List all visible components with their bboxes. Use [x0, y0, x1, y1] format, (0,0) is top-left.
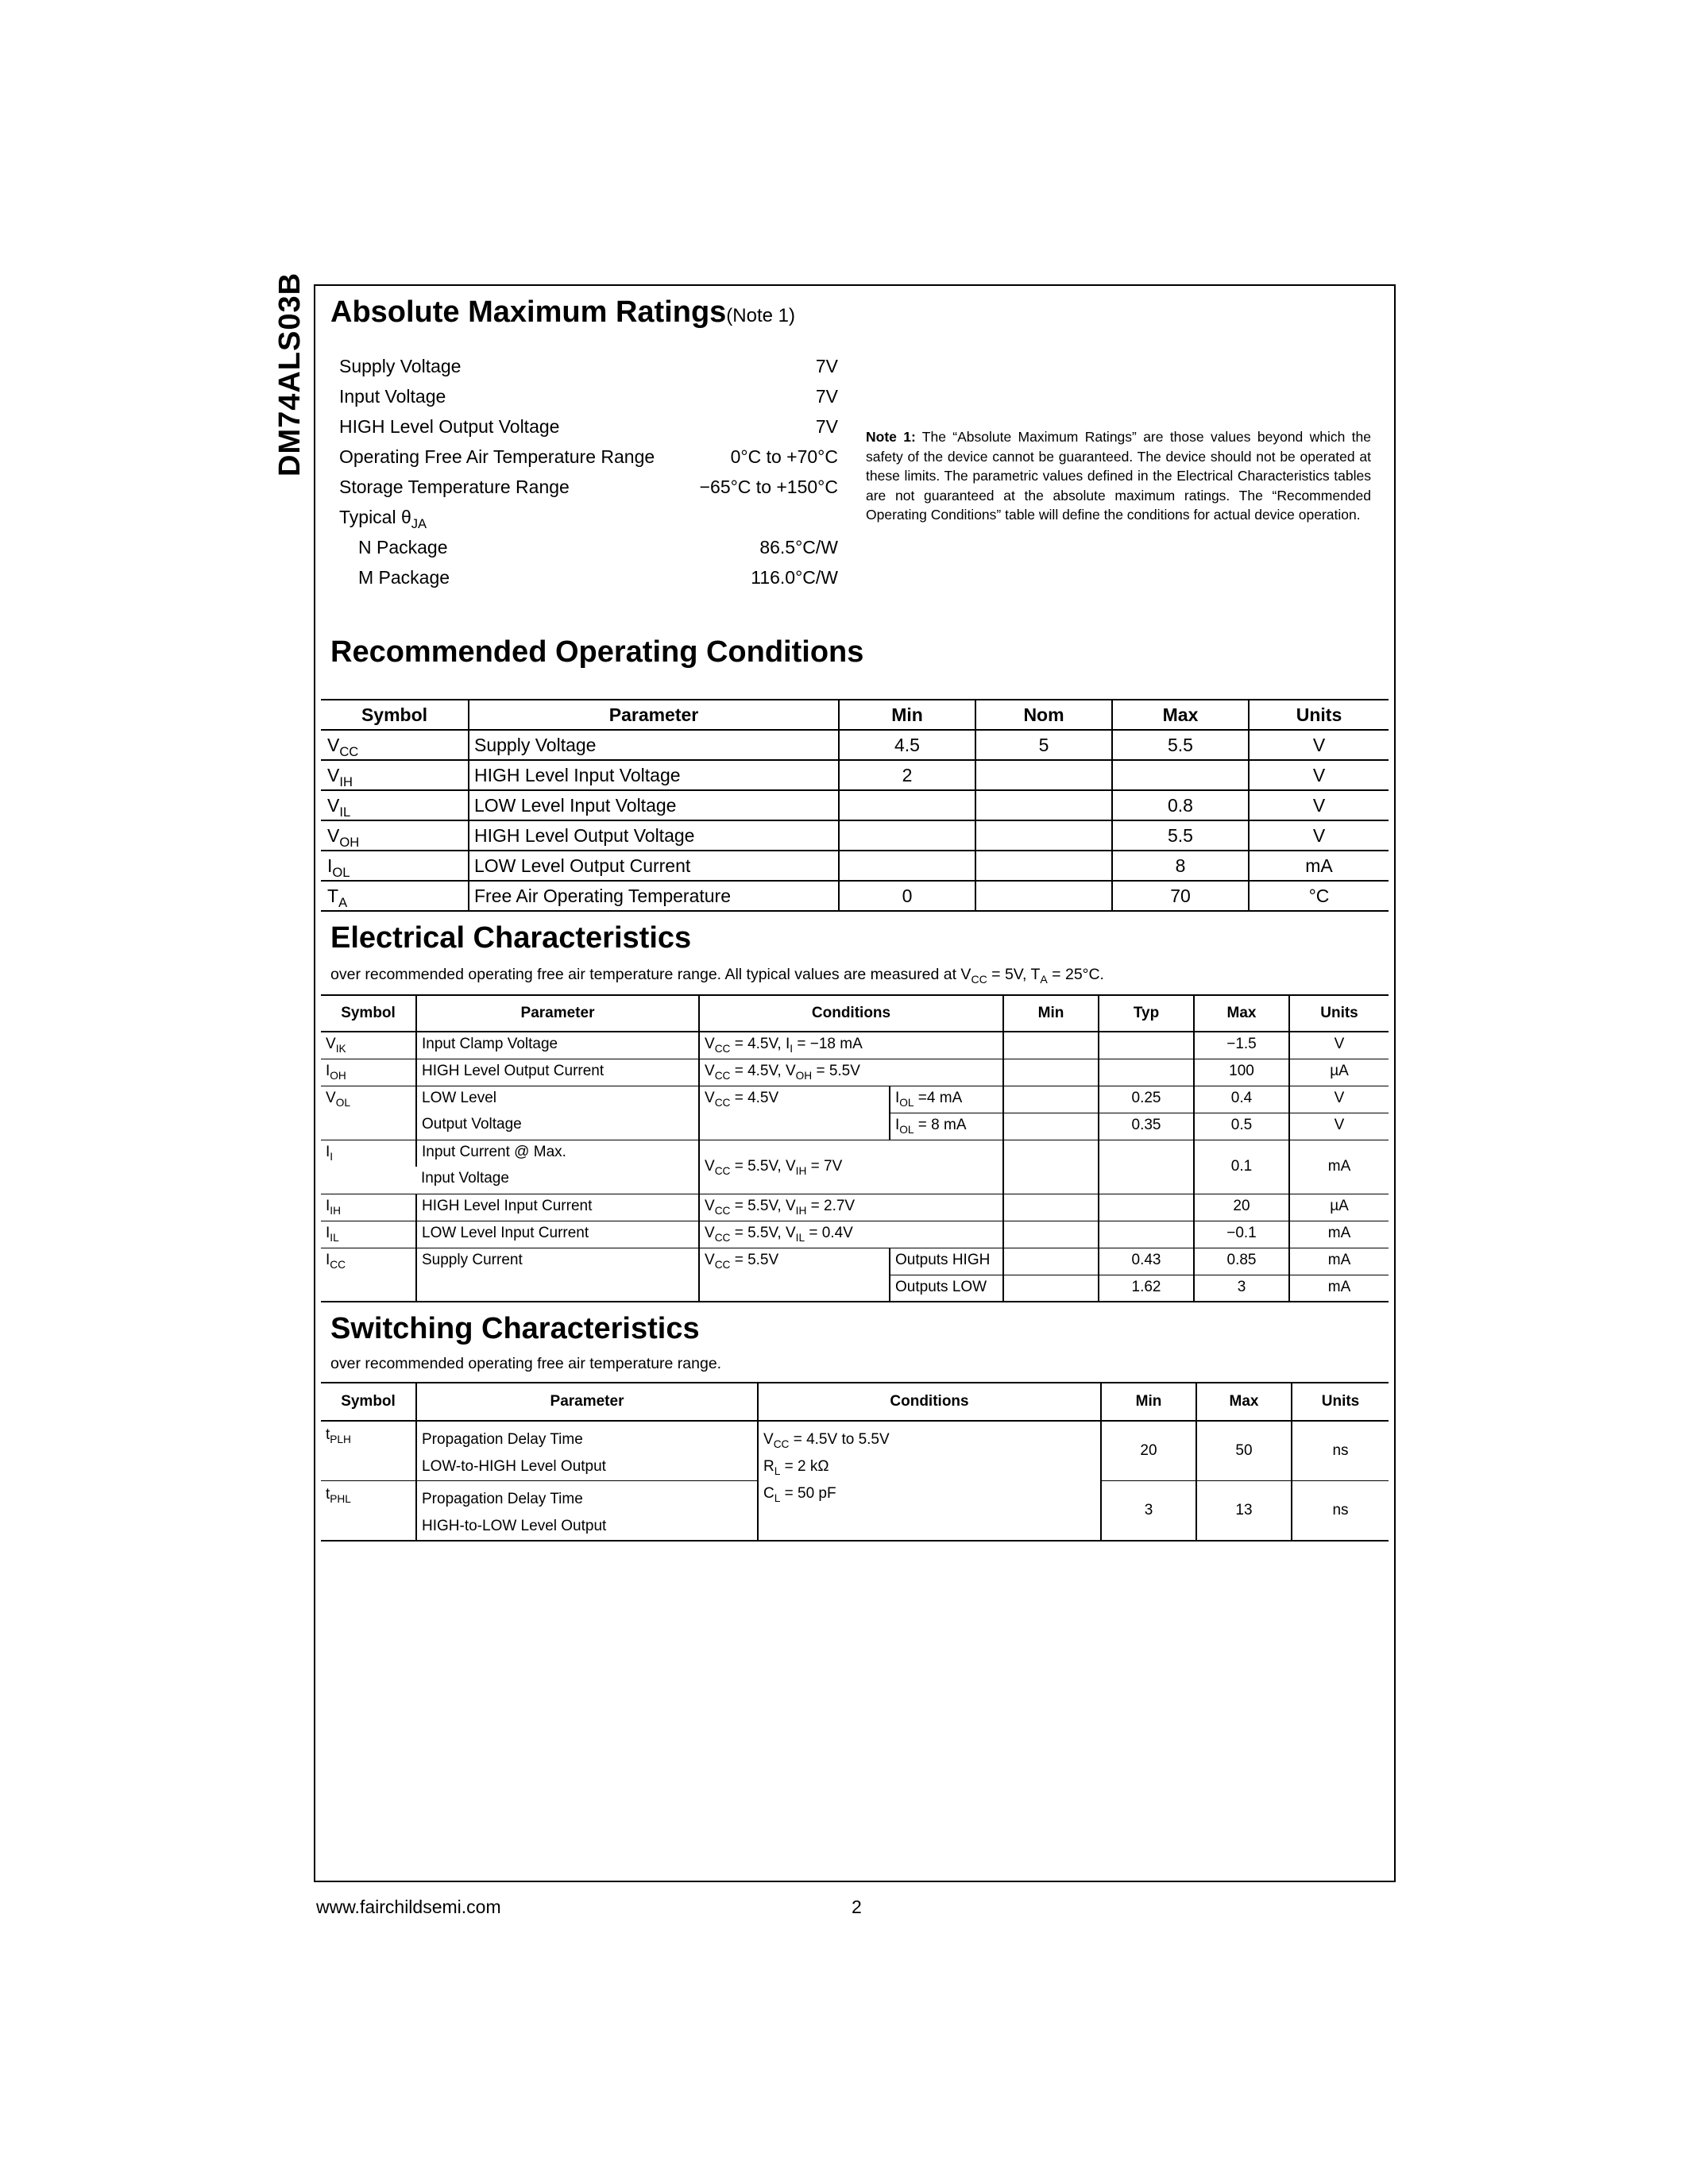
ec-table [321, 994, 1389, 1302]
parameter-line: LOW-to-HIGH Level Output [422, 1458, 606, 1475]
parameter-cell: LOW Level Output Current [469, 851, 839, 881]
symbol-text: I [327, 855, 333, 876]
max-cell: −1.5 [1194, 1032, 1289, 1059]
table-header-row [321, 700, 1389, 730]
symbol-text: I [326, 1251, 330, 1268]
max-cell: 0.1 [1194, 1140, 1289, 1194]
rating-label: Storage Temperature Range [339, 477, 570, 497]
column-header: Units [1289, 995, 1389, 1032]
table-row [321, 1248, 1389, 1275]
column-header: Max [1196, 1383, 1292, 1421]
nom-cell [975, 790, 1112, 820]
min-cell [839, 851, 975, 881]
units-cell: mA [1289, 1221, 1389, 1248]
table-row [321, 1275, 1389, 1302]
max-cell: 5.5 [1112, 730, 1249, 760]
cond-sub: IL [795, 1231, 805, 1244]
subcondition-cell [890, 1113, 1003, 1140]
ec-subtitle-sub: A [1040, 972, 1048, 986]
ec-subtitle-text: over recommended operating free air temperature range. All typical values are measured at V [330, 966, 971, 983]
rating-label: N Package [358, 537, 448, 558]
max-cell: 5.5 [1112, 820, 1249, 851]
rating-row [339, 381, 838, 411]
parameter-cell: HIGH Level Output Voltage [469, 820, 839, 851]
symbol-sub: IH [339, 774, 353, 789]
symbol-text: I [326, 1062, 330, 1079]
column-header: Symbol [321, 995, 416, 1032]
column-header: Max [1112, 700, 1249, 730]
cond-text: V [705, 1062, 715, 1079]
symbol-text: I [326, 1143, 330, 1160]
rating-value: 86.5°C/W [759, 537, 838, 558]
units-cell: °C [1249, 881, 1389, 911]
ec-subtitle-text: = 5V, T [987, 966, 1041, 983]
cond-sub: CC [714, 1204, 731, 1217]
conditions-cell [699, 1032, 1003, 1059]
parameter-cell [416, 1275, 699, 1302]
condition-line [763, 1426, 1100, 1453]
parameter-cell: Output Voltage [416, 1113, 699, 1140]
cond-text: = 5.5V [730, 1251, 779, 1268]
min-cell [1003, 1059, 1099, 1086]
parameter-cell: LOW Level [416, 1086, 699, 1113]
cond-sub: CC [773, 1437, 790, 1450]
cond-sub: L [774, 1491, 781, 1504]
units-cell: mA [1289, 1248, 1389, 1275]
typ-cell [1099, 1194, 1194, 1221]
ec-heading: Electrical Characteristics [330, 921, 692, 955]
units-cell: V [1289, 1086, 1389, 1113]
rating-label: M Package [358, 567, 450, 588]
max-cell: 3 [1194, 1275, 1289, 1302]
typ-cell: 0.35 [1099, 1113, 1194, 1140]
table-row [321, 1032, 1389, 1059]
sc-table [321, 1382, 1389, 1542]
cond-text: = 0.4V [805, 1224, 853, 1241]
part-number-side-title: DM74ALS03B [273, 272, 307, 477]
min-cell [839, 820, 975, 851]
table-row [321, 820, 1389, 851]
min-cell: 2 [839, 760, 975, 790]
column-header: Units [1292, 1383, 1389, 1421]
nom-cell: 5 [975, 730, 1112, 760]
min-cell [1003, 1194, 1099, 1221]
rating-value: 7V [815, 416, 838, 437]
rating-label-sub: JA [411, 515, 427, 531]
symbol-cell [321, 760, 469, 790]
cond-text: V [705, 1036, 715, 1052]
ec-subtitle-text: = 25°C. [1047, 966, 1104, 983]
symbol-text: I [326, 1197, 330, 1214]
min-cell [1003, 1086, 1099, 1113]
units-cell: ns [1292, 1481, 1389, 1542]
table-row [321, 1140, 1389, 1167]
cond-text: R [763, 1458, 774, 1475]
max-cell: 70 [1112, 881, 1249, 911]
min-cell: 20 [1101, 1421, 1196, 1481]
min-cell [1003, 1032, 1099, 1059]
note-label: Note 1: [866, 429, 916, 445]
typ-cell: 0.43 [1099, 1248, 1194, 1275]
max-cell: 8 [1112, 851, 1249, 881]
max-cell: 13 [1196, 1481, 1292, 1542]
min-cell [1003, 1275, 1099, 1302]
column-header: Min [1003, 995, 1099, 1032]
rating-label: Supply Voltage [339, 356, 462, 376]
min-cell [1003, 1113, 1099, 1140]
conditions-cell [699, 1275, 890, 1302]
table-row [321, 881, 1389, 911]
table-row [321, 1086, 1389, 1113]
conditions-cell [699, 1140, 1003, 1194]
units-cell: V [1249, 820, 1389, 851]
cond-sub: CC [714, 1164, 731, 1177]
parameter-cell [416, 1481, 758, 1542]
table-row [321, 1221, 1389, 1248]
max-cell: 0.5 [1194, 1113, 1289, 1140]
typ-cell: 0.25 [1099, 1086, 1194, 1113]
abs-max-note [866, 427, 1371, 525]
table-row [321, 1421, 1389, 1481]
cond-text: = 50 pF [780, 1485, 836, 1502]
units-cell: ns [1292, 1421, 1389, 1481]
symbol-cell [321, 730, 469, 760]
footer-url[interactable]: www.fairchildsemi.com [316, 1897, 501, 1917]
typ-cell [1099, 1140, 1194, 1194]
parameter-cell: HIGH Level Output Current [416, 1059, 699, 1086]
units-cell: µA [1289, 1194, 1389, 1221]
symbol-cell [321, 881, 469, 911]
parameter-cell: Free Air Operating Temperature [469, 881, 839, 911]
parameter-line: Propagation Delay Time [422, 1491, 583, 1507]
symbol-sub: CC [330, 1258, 346, 1271]
min-cell [839, 790, 975, 820]
cond-text: = 4.5V, V [730, 1062, 796, 1079]
table-row [321, 790, 1389, 820]
symbol-text: V [327, 734, 340, 755]
nom-cell [975, 851, 1112, 881]
symbol-text: T [327, 885, 339, 906]
sc-heading: Switching Characteristics [330, 1312, 700, 1345]
rating-value: 116.0°C/W [751, 567, 838, 588]
parameter-line: HIGH-to-LOW Level Output [422, 1518, 607, 1534]
column-header: Symbol [321, 700, 469, 730]
cond-sub: CC [714, 1069, 731, 1082]
table-header-row [321, 995, 1389, 1032]
cond-text: = 4.5V, I [730, 1036, 790, 1052]
conditions-cell [699, 1113, 890, 1140]
table-row [321, 730, 1389, 760]
conditions-cell [699, 1086, 890, 1113]
symbol-cell [321, 1140, 416, 1194]
parameter-cell: Supply Voltage [469, 730, 839, 760]
symbol-cell [321, 1481, 416, 1542]
parameter-cell: HIGH Level Input Voltage [469, 760, 839, 790]
column-header: Parameter [416, 995, 699, 1032]
parameter-cell: Input Current @ Max. [416, 1140, 699, 1167]
cond-text: V [705, 1158, 715, 1175]
cond-text: = 2 kΩ [780, 1458, 829, 1475]
rating-row [339, 442, 838, 472]
conditions-cell [699, 1248, 890, 1275]
symbol-text: V [327, 764, 340, 785]
symbol-sub: IL [339, 804, 351, 820]
column-header: Parameter [416, 1383, 758, 1421]
cond-text: V [705, 1251, 715, 1268]
rating-label-text: Typical θ [339, 507, 411, 527]
symbol-cell [321, 1221, 416, 1248]
symbol-sub: IL [330, 1231, 339, 1244]
cond-text: = 5.5V, V [730, 1197, 796, 1214]
cond-text: = −18 mA [793, 1036, 863, 1052]
cond-text: V [705, 1197, 715, 1214]
symbol-cell [321, 1421, 416, 1481]
symbol-cell [321, 1086, 416, 1113]
parameter-cell: HIGH Level Input Current [416, 1194, 699, 1221]
cond-text: I [895, 1089, 900, 1106]
typ-cell: 1.62 [1099, 1275, 1194, 1302]
units-cell: V [1289, 1032, 1389, 1059]
symbol-sub: OL [332, 864, 350, 880]
symbol-cell [321, 1032, 416, 1059]
max-cell: 100 [1194, 1059, 1289, 1086]
column-header: Units [1249, 700, 1389, 730]
ec-subtitle [330, 966, 1104, 984]
symbol-sub: PLH [330, 1433, 351, 1445]
rating-value: −65°C to +150°C [699, 477, 838, 497]
symbol-cell [321, 790, 469, 820]
column-header: Typ [1099, 995, 1194, 1032]
units-cell: V [1249, 760, 1389, 790]
symbol-text: t [326, 1426, 330, 1443]
symbol-cell [321, 1248, 416, 1275]
conditions-cell [758, 1421, 1101, 1541]
symbol-sub: IK [335, 1042, 346, 1055]
parameter-line: Propagation Delay Time [422, 1431, 583, 1448]
rating-row [339, 532, 838, 562]
units-cell: V [1249, 730, 1389, 760]
cond-text: = 2.7V [806, 1197, 856, 1214]
max-cell: 0.85 [1194, 1248, 1289, 1275]
units-cell: V [1249, 790, 1389, 820]
max-cell: −0.1 [1194, 1221, 1289, 1248]
cond-text: = 4.5V to 5.5V [789, 1431, 890, 1448]
parameter-cell: LOW Level Input Voltage [469, 790, 839, 820]
roc-table [321, 699, 1389, 912]
parameter-cell [416, 1421, 758, 1481]
condition-line [763, 1480, 1100, 1507]
rating-row [339, 472, 838, 502]
cond-sub: OH [795, 1069, 813, 1082]
min-cell [1003, 1248, 1099, 1275]
units-cell: mA [1289, 1275, 1389, 1302]
subcondition-cell: Outputs LOW [890, 1275, 1003, 1302]
rating-value: 7V [815, 386, 838, 407]
abs-max-heading [330, 295, 795, 330]
column-header: Conditions [758, 1383, 1101, 1421]
cond-text: C [763, 1485, 774, 1502]
cond-text: =4 mA [914, 1089, 963, 1106]
column-header: Conditions [699, 995, 1003, 1032]
max-cell: 50 [1196, 1421, 1292, 1481]
roc-heading: Recommended Operating Conditions [330, 635, 864, 669]
cond-text: = 5.5V, V [730, 1158, 796, 1175]
cond-text: = 8 mA [914, 1116, 967, 1133]
rating-value: 7V [815, 356, 838, 376]
subcondition-cell [890, 1086, 1003, 1113]
units-cell: µA [1289, 1059, 1389, 1086]
table-row [321, 851, 1389, 881]
cond-text: = 4.5V [730, 1089, 779, 1106]
parameter-cell: Supply Current [416, 1248, 699, 1275]
ec-subtitle-sub: CC [971, 972, 987, 986]
rating-value: 0°C to +70°C [730, 446, 838, 467]
cond-text: V [763, 1431, 774, 1448]
symbol-cell [321, 1059, 416, 1086]
conditions-cell [699, 1059, 1003, 1086]
typ-cell [1099, 1221, 1194, 1248]
cond-text: I [895, 1116, 900, 1133]
symbol-sub: OH [330, 1069, 346, 1082]
cond-sub: IH [795, 1164, 807, 1177]
conditions-cell [699, 1221, 1003, 1248]
table-row [321, 1113, 1389, 1140]
min-cell [1003, 1140, 1099, 1194]
symbol-cell [321, 851, 469, 881]
cond-text: = 7V [806, 1158, 843, 1175]
symbol-sub: PHL [330, 1492, 351, 1505]
typ-cell [1099, 1059, 1194, 1086]
subcondition-cell: Outputs HIGH [890, 1248, 1003, 1275]
cond-text: V [705, 1089, 715, 1106]
sc-subtitle: over recommended operating free air temperature range. [330, 1355, 722, 1372]
cond-sub: CC [714, 1258, 731, 1271]
condition-line [763, 1453, 1100, 1480]
units-cell: mA [1289, 1140, 1389, 1194]
min-cell: 3 [1101, 1481, 1196, 1542]
cond-sub: OL [899, 1123, 914, 1136]
symbol-text: V [327, 824, 340, 846]
symbol-cell [321, 1275, 416, 1302]
cond-sub: CC [714, 1042, 731, 1055]
abs-max-ratings-list [339, 351, 838, 592]
units-cell: mA [1249, 851, 1389, 881]
min-cell: 0 [839, 881, 975, 911]
nom-cell [975, 881, 1112, 911]
table-row [321, 1194, 1389, 1221]
abs-max-note-ref: (Note 1) [726, 305, 795, 326]
column-header: Symbol [321, 1383, 416, 1421]
cond-sub: CC [714, 1096, 731, 1109]
symbol-sub: OH [339, 834, 360, 850]
cond-text: = 5.5V, V [730, 1224, 796, 1241]
parameter-cell: LOW Level Input Current [416, 1221, 699, 1248]
symbol-sub: A [338, 894, 348, 910]
symbol-text: V [327, 794, 340, 816]
table-row [321, 1059, 1389, 1086]
table-header-row [321, 1383, 1389, 1421]
symbol-sub: I [330, 1150, 334, 1163]
max-cell: 20 [1194, 1194, 1289, 1221]
symbol-sub: CC [339, 743, 359, 759]
column-header: Min [839, 700, 975, 730]
rating-row [339, 351, 838, 381]
symbol-text: V [326, 1036, 336, 1052]
cond-text: V [705, 1224, 715, 1241]
rating-row [339, 411, 838, 442]
cond-sub: OL [899, 1096, 914, 1109]
cond-sub: IH [795, 1204, 807, 1217]
symbol-text: V [326, 1089, 336, 1106]
max-cell: 0.8 [1112, 790, 1249, 820]
rating-label: Operating Free Air Temperature Range [339, 446, 655, 467]
parameter-cell: Input Clamp Voltage [416, 1032, 699, 1059]
note-text: The “Absolute Maximum Ratings” are those values beyond which the safety of the device cannot be guaranteed. The device should not be operated at these limits. The parametric values defined in the Electrical Characteristics tables are not guaranteed at the absolute maximum ratings. The “Recommended Operating Conditions” table will define the conditions for actual device operation. [866, 429, 1372, 523]
rating-row [339, 562, 838, 592]
min-cell [1003, 1221, 1099, 1248]
rating-label [339, 502, 427, 532]
cond-sub: L [774, 1464, 781, 1477]
nom-cell [975, 760, 1112, 790]
symbol-sub: OL [335, 1096, 350, 1109]
symbol-text: I [326, 1224, 330, 1241]
abs-max-title: Absolute Maximum Ratings [330, 295, 727, 329]
conditions-cell [699, 1194, 1003, 1221]
cond-sub: CC [714, 1231, 731, 1244]
column-header: Parameter [469, 700, 839, 730]
rating-row [339, 502, 838, 532]
column-header: Nom [975, 700, 1112, 730]
nom-cell [975, 820, 1112, 851]
max-cell: 0.4 [1194, 1086, 1289, 1113]
table-row [321, 760, 1389, 790]
cond-sub: I [790, 1042, 794, 1055]
column-header: Max [1194, 995, 1289, 1032]
symbol-cell [321, 1113, 416, 1140]
rating-label: HIGH Level Output Voltage [339, 416, 560, 437]
rating-label: Input Voltage [339, 386, 446, 407]
max-cell [1112, 760, 1249, 790]
units-cell: V [1289, 1113, 1389, 1140]
symbol-sub: IH [330, 1204, 341, 1217]
symbol-text: t [326, 1486, 330, 1503]
symbol-cell [321, 820, 469, 851]
column-header: Min [1101, 1383, 1196, 1421]
parameter-cell: Input Voltage [416, 1167, 699, 1194]
cond-text: = 5.5V [812, 1062, 860, 1079]
symbol-cell [321, 1194, 416, 1221]
typ-cell [1099, 1032, 1194, 1059]
min-cell: 4.5 [839, 730, 975, 760]
page-number: 2 [852, 1897, 862, 1917]
